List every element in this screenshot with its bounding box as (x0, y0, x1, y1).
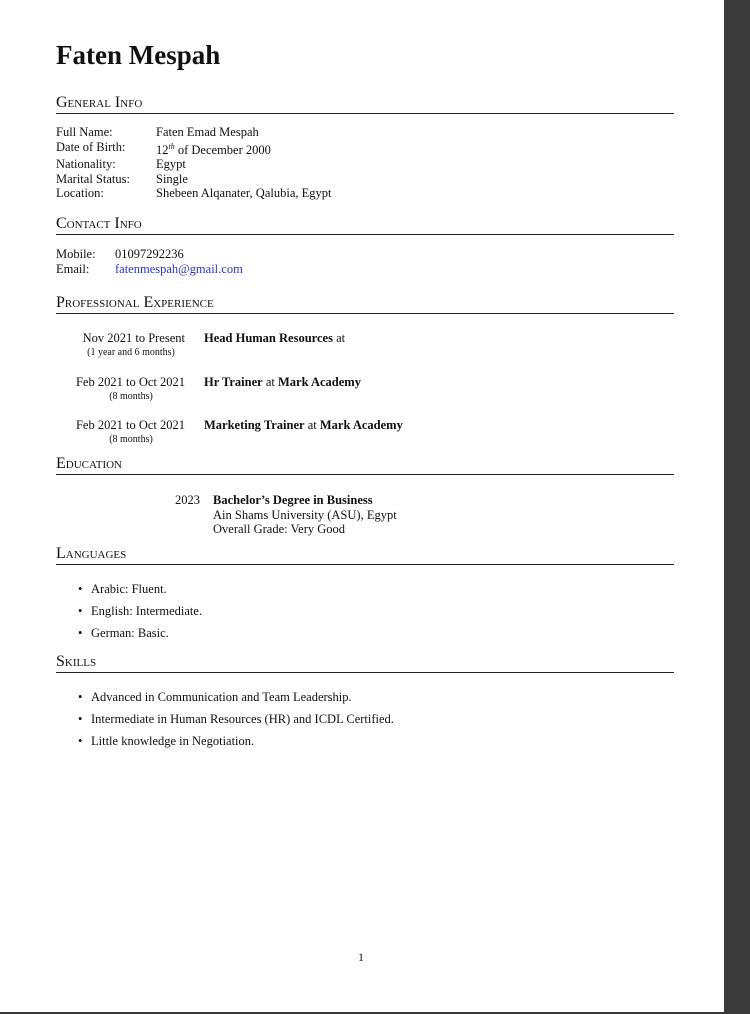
experience-duration: (8 months) (109, 391, 153, 402)
info-row-location (56, 186, 332, 201)
list-item: • Advanced in Communication and Team Leadership. (78, 690, 394, 712)
info-value: Shebeen Alqanater, Qalubia, Egypt (156, 186, 332, 201)
list-item: • English: Intermediate. (78, 604, 202, 626)
list-item: • German: Basic. (78, 626, 202, 648)
info-value: Egypt (156, 157, 186, 172)
section-heading-experience: Professional Experience (56, 294, 674, 314)
section-heading-general-info: General Info (56, 94, 674, 114)
experience-date: Feb 2021 to Oct 2021 (75, 375, 185, 389)
education-degree: Bachelor’s Degree in Business (213, 493, 373, 507)
skills-list (78, 690, 394, 756)
info-row-date-of-birth (56, 140, 332, 158)
email-link[interactable]: fatenmespah@gmail.com (115, 261, 243, 276)
general-info-list (56, 125, 332, 201)
list-item: • Intermediate in Human Resources (HR) and ICDL Certified. (78, 712, 394, 734)
page-number: 1 (358, 950, 364, 964)
list-item: • Little knowledge in Negotiation. (78, 734, 394, 756)
contact-label: Email: (56, 261, 90, 276)
info-row-marital-status (56, 172, 332, 187)
section-heading-education: Education (56, 455, 674, 475)
experience-title: Head Human Resources at (204, 331, 346, 345)
info-row-full-name (56, 125, 332, 140)
info-value: Faten Emad Mespah (156, 125, 259, 139)
list-item: • Arabic: Fluent. (78, 582, 202, 604)
experience-duration: (1 year and 6 months) (87, 347, 175, 358)
experience-date: Feb 2021 to Oct 2021 (75, 418, 185, 432)
info-label: Full Name: (56, 125, 113, 139)
mobile-value: 01097292236 (115, 247, 184, 261)
education-info (213, 493, 397, 537)
info-row-nationality (56, 157, 332, 172)
experience-duration: (8 months) (109, 434, 153, 445)
info-value: Single (156, 171, 188, 186)
experience-title: Hr Trainer at Mark Academy (204, 375, 361, 389)
contact-label: Mobile: (56, 247, 96, 261)
info-label: Date of Birth: (56, 139, 126, 154)
info-label: Nationality: (56, 157, 116, 172)
info-label: Marital Status: (56, 171, 130, 186)
info-value: 12th of December 2000 (156, 141, 271, 157)
contact-row-email (56, 262, 243, 277)
contact-row-mobile (56, 247, 243, 262)
contact-info-list (56, 247, 243, 276)
languages-list (78, 582, 202, 648)
experience-title: Marketing Trainer at Mark Academy (204, 418, 403, 432)
education-school: Ain Shams University (ASU), Egypt (213, 507, 397, 522)
education-year: 2023 (175, 493, 200, 507)
education-grade: Overall Grade: Very Good (213, 522, 346, 536)
section-heading-contact-info: Contact Info (56, 215, 674, 235)
experience-date: Nov 2021 to Present (82, 331, 185, 345)
cv-name: Faten Mespah (56, 40, 221, 70)
section-heading-languages: Languages (56, 545, 674, 565)
section-heading-skills: Skills (56, 653, 674, 673)
info-label: Location: (56, 186, 104, 201)
